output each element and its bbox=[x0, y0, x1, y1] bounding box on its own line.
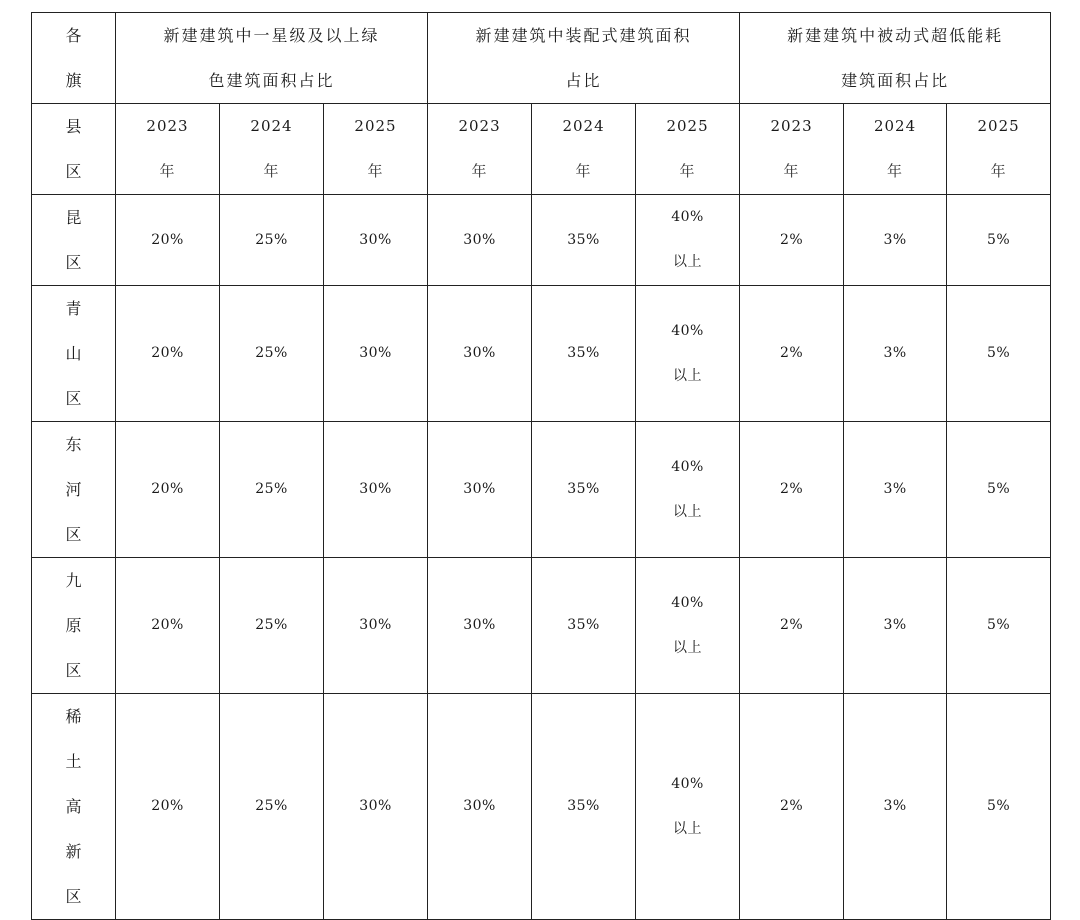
percent-cell bbox=[636, 558, 740, 694]
percent-cell bbox=[116, 195, 220, 286]
percent-value: 5% bbox=[986, 617, 1011, 633]
percent-value: 30% bbox=[359, 798, 392, 814]
percent-cell bbox=[324, 694, 428, 920]
year-suffix: 年 bbox=[471, 162, 488, 180]
percent-value: 以上 bbox=[673, 254, 703, 270]
percent-value: 30% bbox=[463, 231, 496, 248]
percent-value: 3% bbox=[883, 231, 907, 248]
district-char: 东 bbox=[65, 435, 82, 454]
percent-value: 30% bbox=[463, 617, 496, 633]
corner-header-bottom bbox=[32, 104, 116, 195]
percent-cell bbox=[844, 558, 947, 694]
year-value: 2025 bbox=[666, 117, 709, 135]
percent-cell bbox=[740, 195, 844, 286]
percent-value: 20% bbox=[151, 345, 184, 361]
percent-value: 35% bbox=[567, 231, 600, 248]
percent-cell bbox=[116, 422, 220, 558]
group-header-line: 占比 bbox=[565, 71, 602, 90]
group-header-passive-low-energy bbox=[740, 13, 1051, 104]
percent-value: 25% bbox=[255, 345, 288, 361]
district-char: 区 bbox=[65, 253, 82, 272]
percent-cell bbox=[947, 694, 1051, 920]
district-name bbox=[32, 422, 116, 558]
percent-cell bbox=[947, 195, 1051, 286]
year-value: 2025 bbox=[977, 117, 1020, 135]
percent-cell bbox=[116, 286, 220, 422]
percent-cell bbox=[740, 558, 844, 694]
percent-cell bbox=[532, 694, 636, 920]
percent-cell bbox=[324, 558, 428, 694]
district-char: 土 bbox=[65, 752, 82, 771]
year-header bbox=[740, 104, 844, 195]
percent-value: 25% bbox=[255, 231, 288, 248]
table-row bbox=[32, 558, 1051, 694]
percent-cell bbox=[532, 558, 636, 694]
percent-value: 5% bbox=[986, 231, 1011, 248]
group-header-line: 新建建筑中被动式超低能耗 bbox=[787, 26, 1004, 45]
percent-cell bbox=[428, 422, 532, 558]
percent-value: 35% bbox=[567, 481, 600, 497]
percent-value: 20% bbox=[151, 617, 184, 633]
percent-cell bbox=[428, 558, 532, 694]
district-name bbox=[32, 694, 116, 920]
district-char: 区 bbox=[65, 661, 82, 680]
percent-value: 以上 bbox=[673, 503, 703, 520]
percent-cell bbox=[428, 694, 532, 920]
district-char: 区 bbox=[65, 389, 82, 408]
percent-value: 3% bbox=[883, 798, 907, 814]
percent-value: 20% bbox=[151, 231, 184, 248]
table-row bbox=[32, 286, 1051, 422]
percent-cell bbox=[532, 195, 636, 286]
group-header-line: 新建建筑中一星级及以上绿 bbox=[163, 26, 380, 45]
corner-top-char: 各 bbox=[65, 26, 82, 45]
percent-value: 5% bbox=[986, 345, 1011, 361]
year-value: 2023 bbox=[458, 117, 501, 135]
percent-value: 35% bbox=[567, 617, 600, 633]
district-char: 区 bbox=[65, 887, 82, 906]
district-char: 区 bbox=[65, 525, 82, 544]
year-value: 2023 bbox=[770, 117, 813, 135]
year-suffix: 年 bbox=[263, 162, 280, 180]
district-name bbox=[32, 195, 116, 286]
percent-cell bbox=[532, 286, 636, 422]
percent-value: 25% bbox=[255, 617, 288, 633]
year-value: 2024 bbox=[873, 117, 917, 135]
percent-value: 2% bbox=[779, 798, 804, 814]
percent-value: 30% bbox=[359, 231, 392, 248]
percent-value: 25% bbox=[255, 481, 288, 497]
year-header bbox=[532, 104, 636, 195]
percent-cell bbox=[844, 195, 947, 286]
year-suffix: 年 bbox=[887, 162, 904, 180]
corner-top-char: 旗 bbox=[65, 71, 82, 90]
year-suffix: 年 bbox=[367, 162, 384, 180]
district-char: 青 bbox=[65, 299, 82, 318]
table-row bbox=[32, 694, 1051, 920]
percent-cell bbox=[324, 422, 428, 558]
group-header-green-building bbox=[116, 13, 428, 104]
percent-cell bbox=[844, 694, 947, 920]
year-value: 2025 bbox=[354, 117, 397, 135]
year-suffix: 年 bbox=[679, 162, 696, 180]
year-suffix: 年 bbox=[783, 162, 800, 180]
group-header-line: 建筑面积占比 bbox=[841, 71, 950, 90]
percent-value: 以上 bbox=[673, 367, 703, 384]
percent-value: 35% bbox=[567, 798, 600, 814]
percent-cell bbox=[844, 286, 947, 422]
district-char: 原 bbox=[65, 616, 82, 635]
percent-cell bbox=[324, 195, 428, 286]
year-header bbox=[324, 104, 428, 195]
district-char: 高 bbox=[65, 797, 82, 816]
percent-cell bbox=[220, 422, 324, 558]
percent-value: 2% bbox=[779, 231, 804, 248]
percent-cell bbox=[532, 422, 636, 558]
percent-value: 30% bbox=[463, 345, 496, 361]
group-header-line: 新建建筑中装配式建筑面积 bbox=[475, 26, 692, 45]
percent-value: 30% bbox=[359, 481, 392, 497]
percent-cell bbox=[116, 694, 220, 920]
percent-cell bbox=[947, 286, 1051, 422]
percent-cell bbox=[636, 422, 740, 558]
header-row-groups bbox=[32, 13, 1051, 104]
district-char: 山 bbox=[65, 344, 82, 363]
percent-value: 40% bbox=[671, 209, 704, 225]
district-char: 稀 bbox=[65, 707, 82, 726]
corner-bottom-char: 区 bbox=[65, 162, 82, 181]
district-name bbox=[32, 286, 116, 422]
targets-table bbox=[31, 12, 1051, 920]
year-header bbox=[947, 104, 1051, 195]
percent-value: 30% bbox=[359, 345, 392, 361]
district-char: 昆 bbox=[65, 208, 82, 227]
percent-cell bbox=[844, 422, 947, 558]
percent-value: 3% bbox=[883, 345, 907, 361]
percent-value: 30% bbox=[463, 481, 496, 497]
percent-value: 以上 bbox=[673, 820, 703, 837]
district-name bbox=[32, 558, 116, 694]
percent-value: 30% bbox=[463, 798, 496, 814]
percent-value: 35% bbox=[567, 345, 600, 361]
percent-value: 以上 bbox=[673, 639, 703, 656]
percent-cell bbox=[428, 195, 532, 286]
percent-cell bbox=[220, 195, 324, 286]
percent-value: 3% bbox=[883, 617, 907, 633]
percent-cell bbox=[636, 195, 740, 286]
percent-value: 25% bbox=[255, 798, 288, 814]
year-value: 2023 bbox=[146, 117, 189, 135]
percent-cell bbox=[116, 558, 220, 694]
year-header bbox=[636, 104, 740, 195]
year-suffix: 年 bbox=[575, 162, 592, 180]
year-header bbox=[220, 104, 324, 195]
table-row bbox=[32, 195, 1051, 286]
percent-cell bbox=[324, 286, 428, 422]
year-suffix: 年 bbox=[159, 162, 176, 180]
corner-bottom-char: 县 bbox=[65, 117, 82, 136]
percent-value: 40% bbox=[671, 322, 704, 339]
percent-cell bbox=[220, 694, 324, 920]
percent-cell bbox=[740, 422, 844, 558]
percent-cell bbox=[740, 286, 844, 422]
percent-cell bbox=[636, 286, 740, 422]
percent-value: 40% bbox=[671, 458, 704, 475]
percent-value: 2% bbox=[779, 481, 804, 497]
year-value: 2024 bbox=[562, 117, 605, 135]
group-header-prefabricated bbox=[428, 13, 740, 104]
year-header bbox=[428, 104, 532, 195]
percent-cell bbox=[428, 286, 532, 422]
year-header bbox=[116, 104, 220, 195]
district-char: 河 bbox=[65, 480, 82, 499]
percent-cell bbox=[740, 694, 844, 920]
percent-value: 20% bbox=[151, 798, 184, 814]
percent-value: 40% bbox=[671, 775, 704, 792]
group-header-line: 色建筑面积占比 bbox=[208, 71, 335, 90]
percent-value: 30% bbox=[359, 617, 392, 633]
percent-cell bbox=[220, 286, 324, 422]
percent-value: 5% bbox=[986, 798, 1011, 814]
percent-cell bbox=[636, 694, 740, 920]
percent-value: 2% bbox=[779, 345, 804, 361]
corner-header-top bbox=[32, 13, 116, 104]
year-suffix: 年 bbox=[990, 162, 1007, 180]
table-row bbox=[32, 422, 1051, 558]
percent-value: 3% bbox=[883, 481, 907, 497]
percent-value: 2% bbox=[779, 617, 804, 633]
percent-value: 5% bbox=[986, 481, 1011, 497]
percent-cell bbox=[947, 422, 1051, 558]
percent-cell bbox=[947, 558, 1051, 694]
district-char: 新 bbox=[65, 842, 82, 861]
district-char: 九 bbox=[65, 571, 82, 590]
percent-value: 20% bbox=[151, 481, 184, 497]
year-value: 2024 bbox=[250, 117, 293, 135]
percent-cell bbox=[220, 558, 324, 694]
year-header bbox=[844, 104, 947, 195]
percent-value: 40% bbox=[671, 594, 704, 611]
header-row-years bbox=[32, 104, 1051, 195]
